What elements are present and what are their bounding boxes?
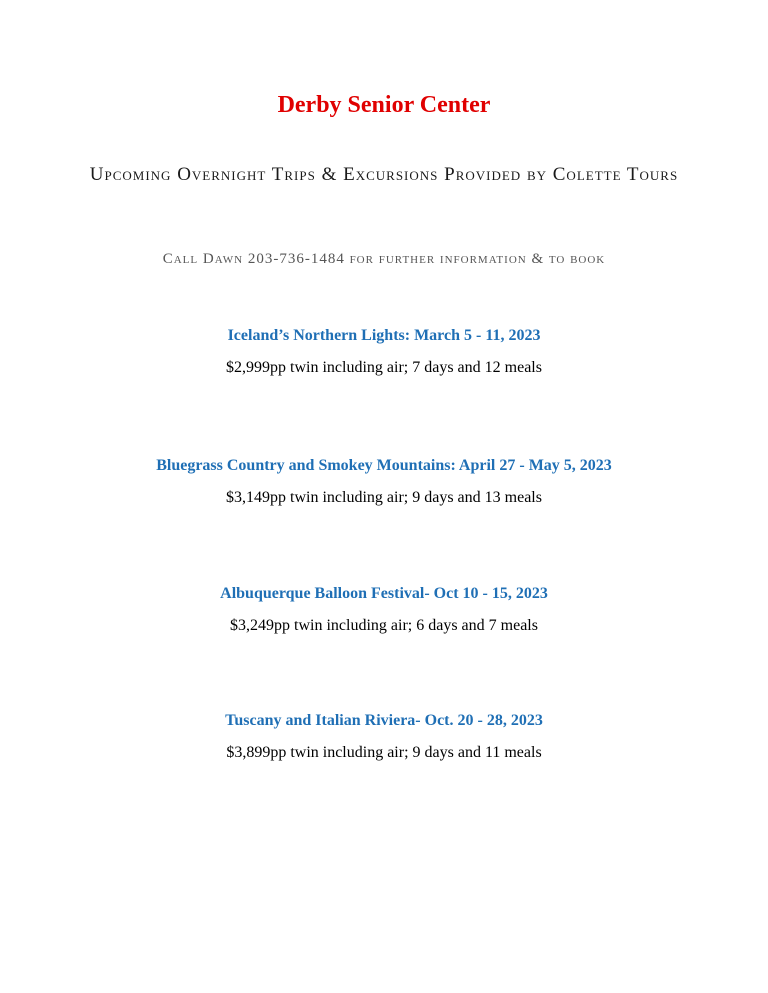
trip-name: Albuquerque Balloon Festival- Oct 10 - 15, 2023 [220,585,548,602]
trip-item-albuquerque [0,584,768,636]
trip-item-iceland [0,326,768,378]
trip-item-bluegrass [0,456,768,508]
trip-name: Bluegrass Country and Smokey Mountains: April 27 - May 5, 2023 [156,457,612,474]
trip-name: Iceland’s Northern Lights: March 5 - 11, 2023 [227,327,541,344]
trip-detail: $3,249pp twin including air; 6 days and 7 meals [230,617,538,634]
trip-item-tuscany [0,711,768,763]
trip-detail: $2,999pp twin including air; 7 days and 12 meals [226,359,542,376]
trip-detail: $3,149pp twin including air; 9 days and 13 meals [226,489,542,506]
trip-detail: $3,899pp twin including air; 9 days and 11 meals [226,744,542,761]
booking-contact-line: Call Dawn 203-736-1484 for further information & to book [162,251,606,267]
page-subtitle: Upcoming Overnight Trips & Excursions Provided by Colette Tours [89,164,679,185]
trip-name: Tuscany and Italian Riviera- Oct. 20 - 28, 2023 [225,712,543,729]
page-title: Derby Senior Center [277,92,491,118]
